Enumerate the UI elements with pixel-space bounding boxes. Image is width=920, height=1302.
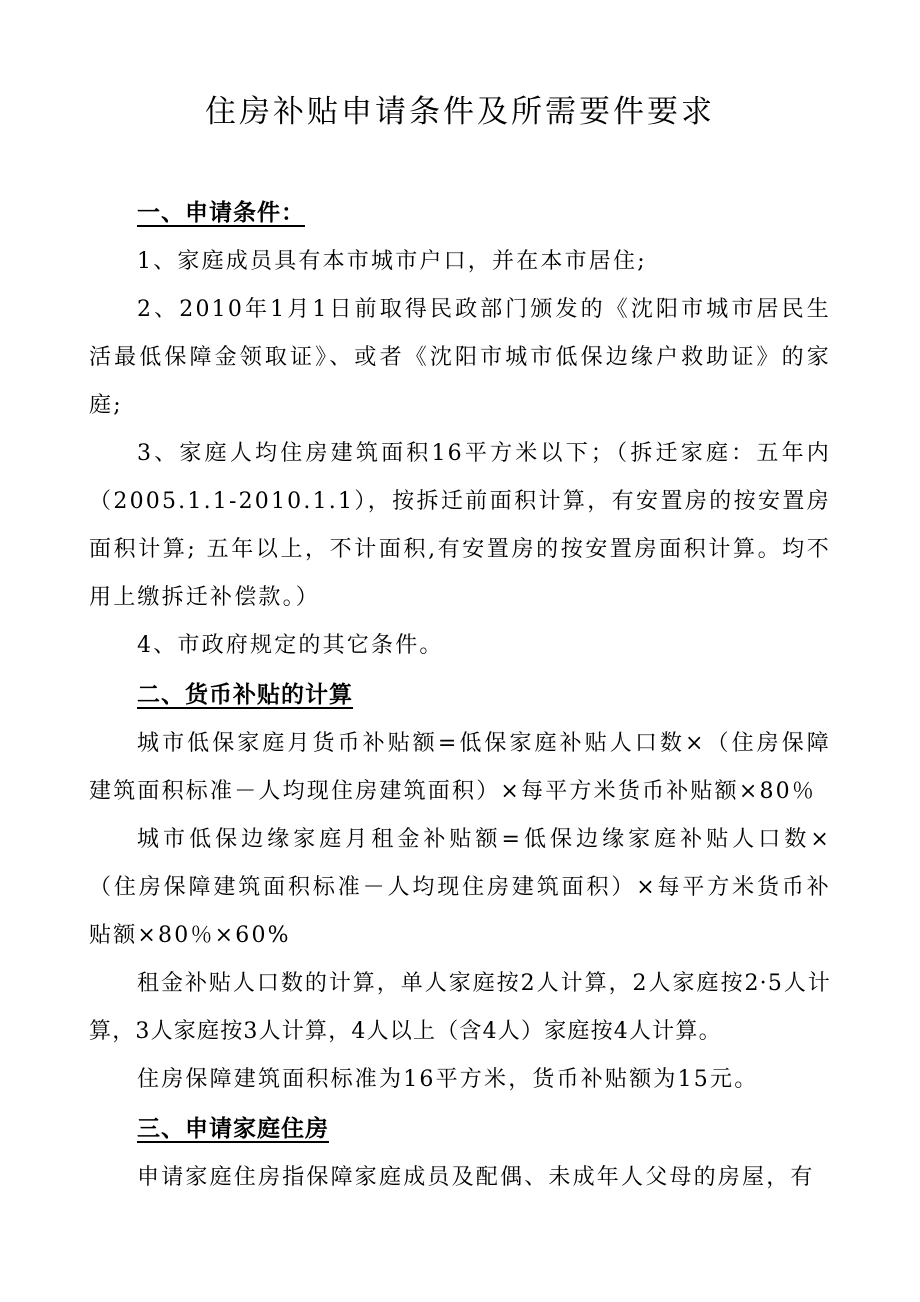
- section-heading: 一、申请条件：: [137, 200, 305, 226]
- section-heading: 三、申请家庭住房: [137, 1116, 329, 1142]
- paragraph: 城市低保边缘家庭月租金补贴额=低保边缘家庭补贴人口数×（住房保障建筑面积标准－人均现住房建筑面积）×每平方米货币补贴额×80％×60%: [89, 827, 831, 948]
- paragraph: 城市低保家庭月货币补贴额=低保家庭补贴人口数×（住房保障建筑面积标准－人均现住房建筑面积）×每平方米货币补贴额×80％: [89, 731, 831, 804]
- section-application-conditions: [89, 188, 831, 670]
- document-title: 住房补贴申请条件及所需要件要求: [205, 94, 715, 130]
- section-subsidy-calculation: [89, 670, 831, 1104]
- paragraph: 租金补贴人口数的计算，单人家庭按2人计算，2人家庭按2·5人计算，3人家庭按3人计算，4人以上（含4人）家庭按4人计算。: [89, 971, 831, 1044]
- paragraph: 2、2010年1月1日前取得民政部门颁发的《沈阳市城市居民生活最低保障金领取证》、或者《沈阳市城市低保边缘户救助证》的家庭;: [89, 297, 831, 418]
- section-applicant-housing: [89, 1104, 831, 1202]
- paragraph: 申请家庭住房指保障家庭成员及配偶、未成年人父母的房屋，有: [137, 1165, 815, 1190]
- paragraph: 住房保障建筑面积标准为16平方米，货币补贴额为15元。: [137, 1067, 759, 1092]
- paragraph: 1、家庭成员具有本市城市户口，并在本市居住;: [137, 249, 647, 274]
- paragraph: 3、家庭人均住房建筑面积16平方米以下；（拆迁家庭：五年内（2005.1.1-2010.1.1），按拆迁前面积计算，有安置房的按安置房面积计算; 五年以上，不计面积,有安置房的按安置房面积计算。均不用上缴拆迁补偿款。）: [89, 441, 831, 610]
- document-body: [89, 188, 831, 1202]
- paragraph: 4、市政府规定的其它条件。: [137, 633, 444, 658]
- section-heading: 二、货币补贴的计算: [137, 682, 353, 708]
